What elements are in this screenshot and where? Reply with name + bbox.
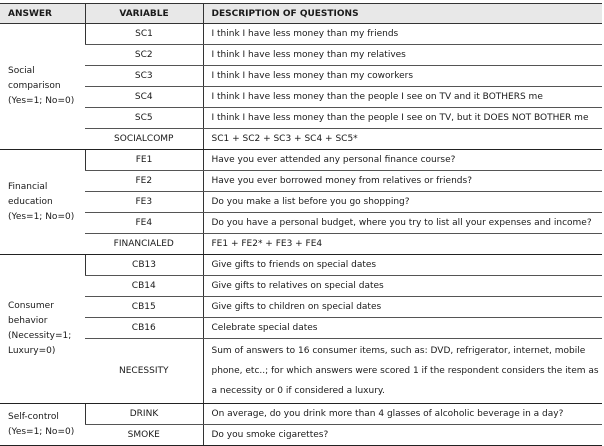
table-row	[0, 66, 602, 87]
header-row	[0, 4, 602, 24]
description-cell: Give gifts to relatives on special dates	[203, 276, 602, 297]
description-cell: Do you make a list before you go shopping?	[203, 192, 602, 213]
answer-cell-consumer-behavior: Consumer behavior (Necessity=1; Luxury=0)	[0, 255, 85, 404]
variable-cell: FE3	[85, 192, 203, 213]
table-row	[0, 297, 602, 318]
answer-cell-self-control: Self-control (Yes=1; No=0)	[0, 404, 85, 446]
table-row	[0, 255, 602, 276]
description-cell: Celebrate special dates	[203, 318, 602, 339]
variable-cell: CB13	[85, 255, 203, 276]
description-cell: I think I have less money than the people I see on TV, but it DOES NOT BOTHER me	[203, 108, 602, 129]
table-row	[0, 425, 602, 446]
description-cell: Sum of answers to 16 consumer items, such as: DVD, refrigerator, internet, mobile phone, etc..; for which answers were scored 1 if the respondent considers the item as a necessity or 0 if considered a luxury.	[203, 339, 602, 404]
table-row	[0, 87, 602, 108]
variable-cell: CB16	[85, 318, 203, 339]
variable-cell: SOCIALCOMP	[85, 129, 203, 150]
table-row	[0, 171, 602, 192]
description-cell: I think I have less money than my coworkers	[203, 66, 602, 87]
header-answer: ANSWER	[0, 4, 85, 24]
description-cell: I think I have less money than the people I see on TV and it BOTHERS me	[203, 87, 602, 108]
table-row	[0, 45, 602, 66]
answer-cell-social-comparison: Social comparison (Yes=1; No=0)	[0, 24, 85, 150]
table-row	[0, 150, 602, 171]
variable-cell: SC5	[85, 108, 203, 129]
variable-cell: SC2	[85, 45, 203, 66]
variable-cell: CB15	[85, 297, 203, 318]
description-cell: On average, do you drink more than 4 glasses of alcoholic beverage in a day?	[203, 404, 602, 425]
table-row	[0, 213, 602, 234]
answer-cell-financial-education: Financial education (Yes=1; No=0)	[0, 150, 85, 255]
description-cell: I think I have less money than my friends	[203, 24, 602, 45]
table-row	[0, 24, 602, 45]
variable-cell: FE2	[85, 171, 203, 192]
table-row	[0, 234, 602, 255]
header-description: DESCRIPTION OF QUESTIONS	[203, 4, 602, 24]
description-cell: I think I have less money than my relatives	[203, 45, 602, 66]
description-cell: FE1 + FE2* + FE3 + FE4	[203, 234, 602, 255]
description-cell: Do you have a personal budget, where you try to list all your expenses and income?	[203, 213, 602, 234]
table-row	[0, 108, 602, 129]
table-row	[0, 339, 602, 404]
description-cell: Have you ever borrowed money from relatives or friends?	[203, 171, 602, 192]
variable-cell: FE4	[85, 213, 203, 234]
variable-cell: SC3	[85, 66, 203, 87]
variable-cell: CB14	[85, 276, 203, 297]
table-row	[0, 276, 602, 297]
variable-cell: SC4	[85, 87, 203, 108]
questionnaire-variables-table	[0, 3, 602, 446]
variable-cell: NECESSITY	[85, 339, 203, 404]
description-cell: Give gifts to friends on special dates	[203, 255, 602, 276]
description-cell: Give gifts to children on special dates	[203, 297, 602, 318]
variable-cell: SC1	[85, 24, 203, 45]
description-cell: Do you smoke cigarettes?	[203, 425, 602, 446]
variable-cell: DRINK	[85, 404, 203, 425]
variable-cell: SMOKE	[85, 425, 203, 446]
variable-cell: FE1	[85, 150, 203, 171]
table-row	[0, 318, 602, 339]
header-variable: VARIABLE	[85, 4, 203, 24]
description-cell: SC1 + SC2 + SC3 + SC4 + SC5*	[203, 129, 602, 150]
description-cell: Have you ever attended any personal finance course?	[203, 150, 602, 171]
variable-cell: FINANCIALED	[85, 234, 203, 255]
table-row	[0, 192, 602, 213]
table-row	[0, 404, 602, 425]
table-row	[0, 129, 602, 150]
